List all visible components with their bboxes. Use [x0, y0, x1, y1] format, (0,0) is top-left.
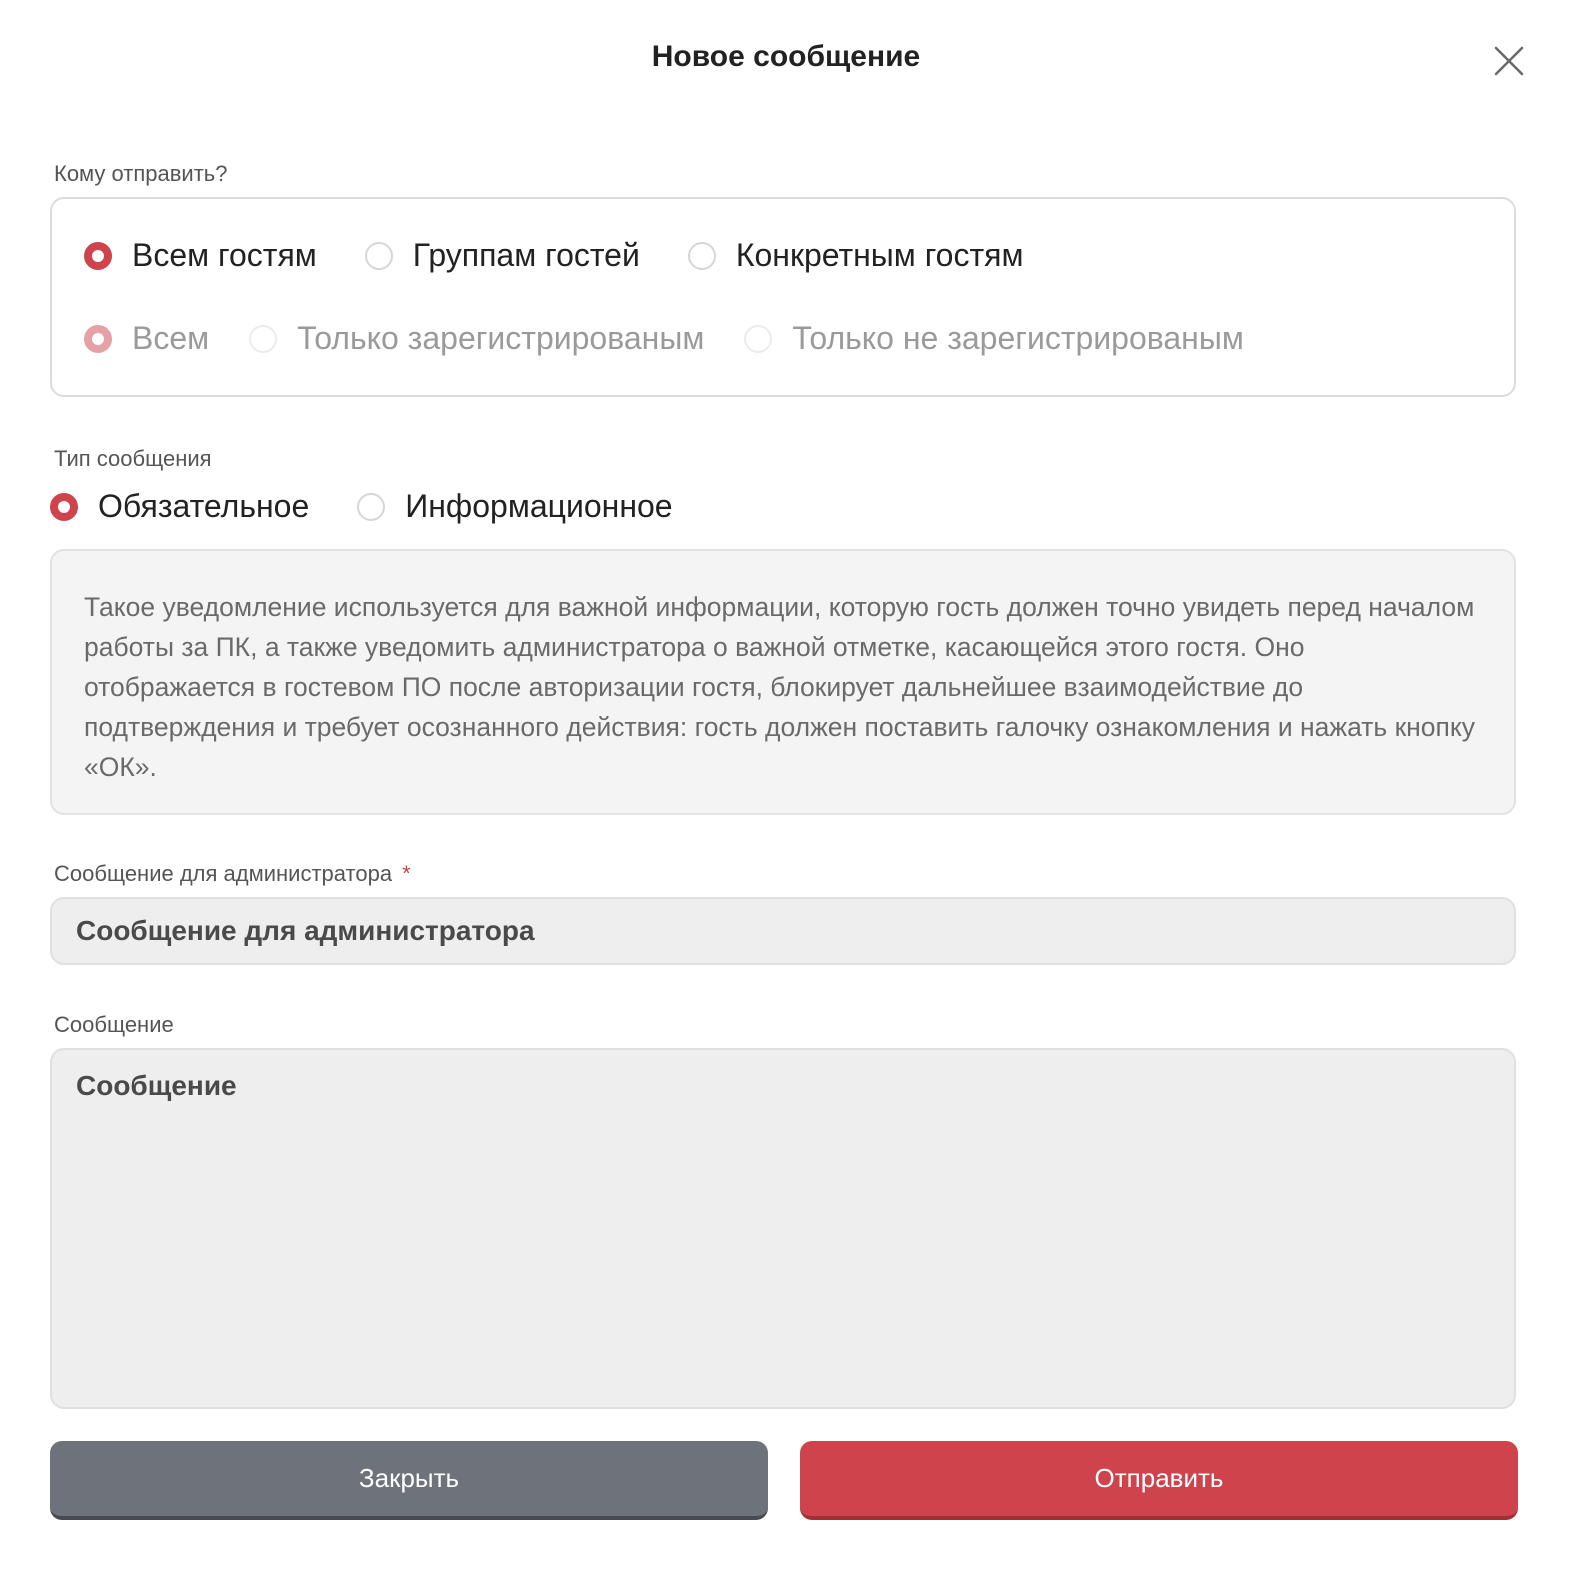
required-mark: * — [402, 861, 411, 886]
radio-indicator[interactable] — [84, 242, 112, 270]
dialog-title: Новое сообщение — [651, 40, 921, 73]
recipient-target-row — [84, 237, 1023, 274]
radio-indicator[interactable] — [84, 325, 112, 353]
message-type-row — [50, 488, 673, 525]
close-icon[interactable] — [1492, 44, 1526, 78]
admin-message-input[interactable] — [50, 897, 1516, 965]
radio-label: Только зарегистрированым — [297, 320, 705, 356]
radio-filter-unregistered[interactable] — [744, 320, 1244, 357]
radio-indicator[interactable] — [744, 325, 772, 353]
radio-all-guests[interactable] — [84, 237, 317, 274]
radio-filter-registered[interactable] — [249, 320, 704, 357]
recipients-label: Кому отправить? — [54, 161, 228, 186]
radio-label: Конкретным гостям — [735, 237, 1024, 273]
message-type-label: Тип сообщения — [54, 446, 212, 471]
radio-informational[interactable] — [357, 488, 672, 525]
radio-indicator[interactable] — [50, 493, 78, 521]
message-label: Сообщение — [54, 1012, 174, 1037]
radio-label: Информационное — [405, 488, 673, 524]
radio-label: Только не зарегистрированым — [792, 320, 1244, 356]
admin-message-label-text: Сообщение для администратора — [54, 861, 393, 886]
radio-label: Всем гостям — [132, 237, 317, 273]
radio-filter-all[interactable] — [84, 320, 209, 357]
message-textarea[interactable] — [50, 1048, 1516, 1409]
send-button[interactable]: Отправить — [800, 1441, 1518, 1520]
radio-specific-guests[interactable] — [688, 237, 1024, 274]
radio-label: Всем — [132, 320, 210, 356]
radio-guest-groups[interactable] — [365, 237, 640, 274]
radio-label: Группам гостей — [412, 237, 640, 273]
radio-mandatory[interactable] — [50, 488, 309, 525]
radio-indicator[interactable] — [357, 493, 385, 521]
radio-indicator[interactable] — [688, 242, 716, 270]
message-type-description: Такое уведомление используется для важной информации, которую гость должен точно увидеть перед началом работы за ПК, а также уведомить администратора о важной отметке, касающейся этого гостя. Оно отображается в гостевом ПО после авторизации гостя, блокирует дальнейшее взаимодействие до подтверждения и требует осознанного действия: гость должен поставить галочку ознакомления и нажать кнопку «ОК». — [50, 549, 1516, 815]
radio-indicator[interactable] — [365, 242, 393, 270]
recipients-group — [50, 197, 1516, 397]
radio-indicator[interactable] — [249, 325, 277, 353]
close-button[interactable]: Закрыть — [50, 1441, 768, 1520]
recipient-filter-row — [84, 320, 1244, 357]
radio-label: Обязательное — [98, 488, 310, 524]
admin-message-label — [54, 861, 411, 887]
